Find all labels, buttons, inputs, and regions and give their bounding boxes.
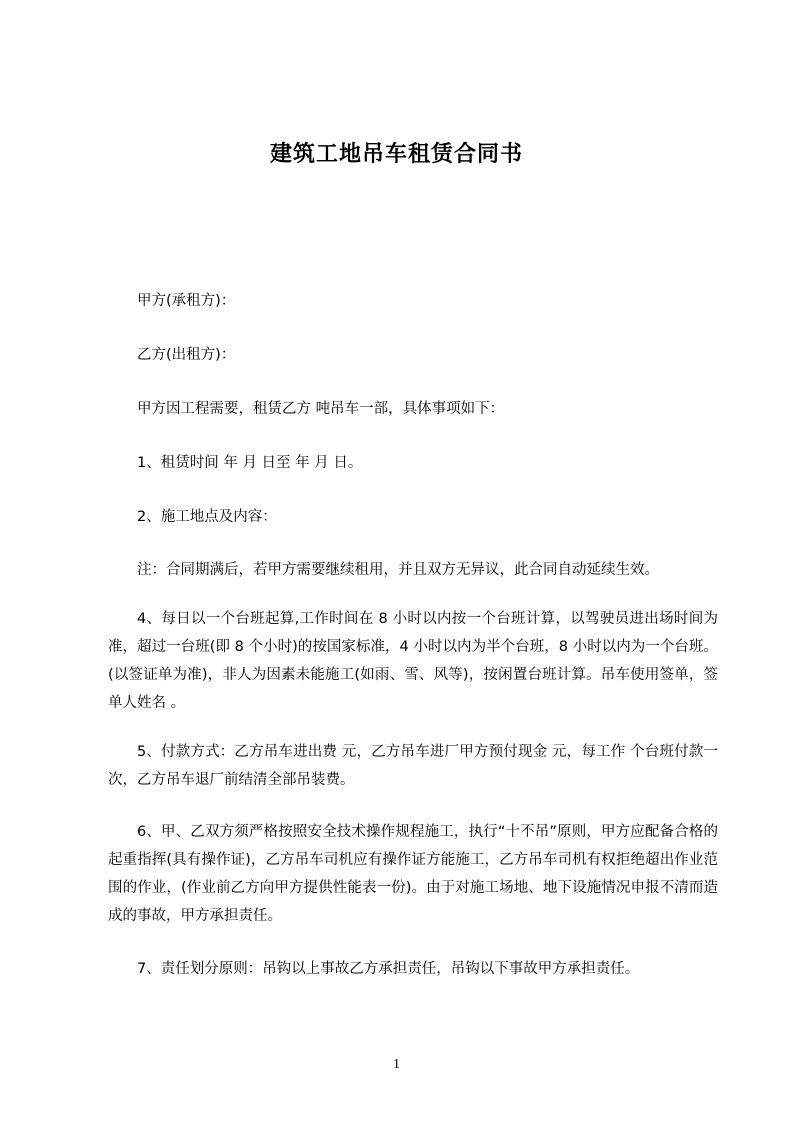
clause-6: 6、甲、乙双方须严格按照安全技术操作规程施工，执行“十不吊”原则，甲方应配备合格的起重指挥(具有操作证)，乙方吊车司机应有操作证方能施工，乙方吊车司机有权拒绝超出作业范围的作业，(作业前乙方向甲方提供性能表一份)。由于对施工场地、地下设施情况申报不清而造成的事故，甲方承担责任。 xyxy=(108,824,718,924)
clause-2: 2、施工地点及内容： xyxy=(137,509,277,525)
clause-7: 7、责任划分原则：吊钩以上事故乙方承担责任，吊钩以下事故甲方承担责任。 xyxy=(137,961,640,977)
document-title: 建筑工地吊车租赁合同书 xyxy=(269,142,523,167)
party-a-line: 甲方(承租方)： xyxy=(137,293,236,309)
clause-4: 4、每日以一个台班起算,工作时间在 8 小时以内按一个台班计算，以驾驶员进出场时间为准，超过一台班(即 8 个小时)的按国家标准，4 小时以内为半个台班，8 小时以内为一个台班。(以签证单为准)，非人为因素未能施工(如雨、雪、风等)，按闲置台班计算。吊车使用签单，签单人姓名 。 xyxy=(108,611,718,711)
clause-5: 5、付款方式：乙方吊车进出费 元，乙方吊车进厂甲方预付现金 元，每工作 个台班付款一次，乙方吊车退厂前结清全部吊装费。 xyxy=(108,744,718,788)
intro-line: 甲方因工程需要，租赁乙方 吨吊车一部，具体事项如下： xyxy=(137,401,505,417)
party-b-line: 乙方(出租方)： xyxy=(137,347,236,363)
page-number: 1 xyxy=(393,1057,400,1072)
clause-1: 1、租赁时间 年 月 日至 年 月 日。 xyxy=(137,455,363,471)
note-line: 注：合同期满后，若甲方需要继续租用，并且双方无异议，此合同自动延续生效。 xyxy=(137,562,659,578)
